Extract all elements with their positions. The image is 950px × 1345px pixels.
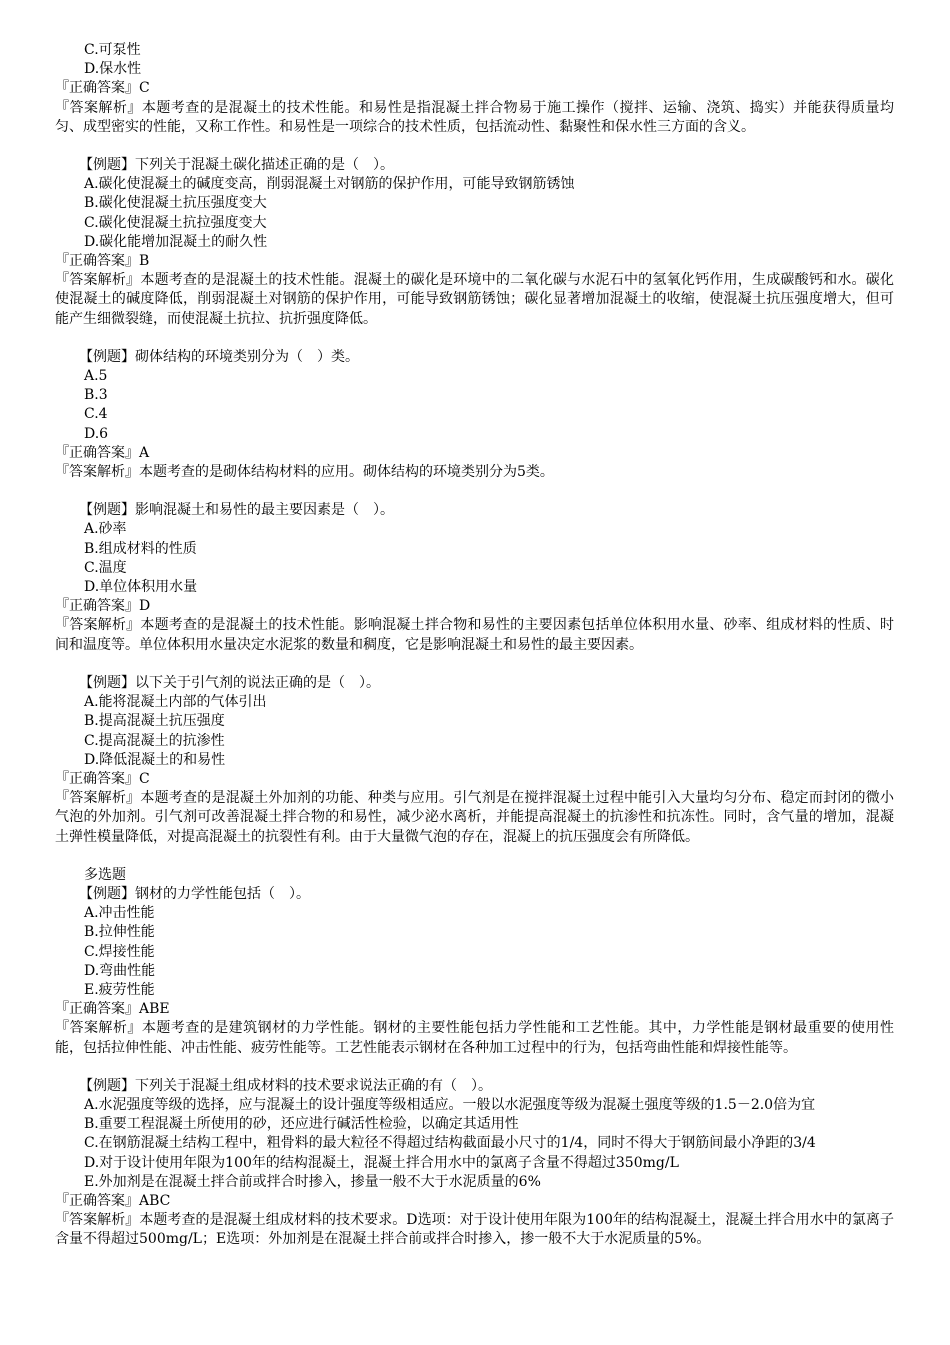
answer-option: A.水泥强度等级的选择，应与混凝土的设计强度等级相适应。一般以水泥强度等级为混凝土强度等级的1.5－2.0倍为宜: [84, 1096, 816, 1113]
answer-option: E.疲劳性能: [84, 981, 155, 998]
answer-explanation: 『答案解析』本题考查的是混凝土的技术性能。影响混凝土拌合物和易性的主要因素包括单位体积用水量、砂率、组成材料的性质、时间和温度等。单位体积用水量决定水泥浆的数量和稠度，它是影响混凝土和易性的最主要因素。: [55, 617, 894, 653]
paragraph-gap: [55, 847, 894, 866]
answer-explanation: 『答案解析』本题考查的是混凝土外加剂的功能、种类与应用。引气剂是在搅拌混凝土过程中能引入大量均匀分布、稳定而封闭的微小气泡的外加剂。引气剂可改善混凝土拌合物的和易性，减少泌水离析，并能提高混凝土的抗渗性和抗冻性。同时，含气量的增加，混凝土弹性模量降低，对提高混凝土的抗裂性有利。由于大量微气泡的存在，混凝上的抗压强度会有所降低。: [55, 790, 894, 845]
answer-option: C.碳化使混凝土抗拉强度变大: [84, 214, 267, 231]
answer-option: B.重要工程混凝土所使用的砂，还应进行碱活性检验，以确定其适用性: [84, 1116, 519, 1133]
answer-option: B.拉伸性能: [84, 924, 155, 941]
answer-option: D.单位体积用水量: [84, 579, 198, 596]
answer-option: E.外加剂是在混凝土拌合前或拌合时掺入，掺量一般不大于水泥质量的6%: [84, 1173, 541, 1190]
answer-option: C.4: [84, 406, 108, 423]
answer-explanation: 『答案解析』本题考查的是混凝土组成材料的技术要求。D选项：对于设计使用年限为100年的结构混凝土，混凝土拌合用水中的氯离子含量不得超过500mg/L；E选项：外加剂是在混凝土拌合前或拌合时掺入，掺一般不大于水泥质量的5%。: [55, 1212, 894, 1248]
question-stem: 【例题】砌体结构的环境类别分为（ ）类。: [79, 348, 359, 365]
answer-option: C.焊接性能: [84, 943, 155, 960]
answer-explanation: 『答案解析』本题考查的是混凝土的技术性能。和易性是指混凝土拌合物易于施工操作（搅拌、运输、浇筑、捣实）并能获得质量均匀、成型密实的性能，又称工作性。和易性是一项综合的技术性质，包括流动性、黏聚性和保水性三方面的含义。: [55, 99, 894, 135]
answer-explanation: 『答案解析』本题考查的是建筑钢材的力学性能。钢材的主要性能包括力学性能和工艺性能。其中，力学性能是钢材最重要的使用性能，包括拉伸性能、冲击性能、疲劳性能等。工艺性能表示钢材在各种加工过程中的行为，包括弯曲性能和焊接性能等。: [55, 1020, 894, 1056]
answer-explanation: 『答案解析』本题考查的是混凝土的技术性能。混凝土的碳化是环境中的二氧化碳与水泥石中的氢氧化钙作用，生成碳酸钙和水。碳化使混凝土的碱度降低，削弱混凝土对钢筋的保护作用，可能导致钢筋锈蚀；碳化显著增加混凝土的收缩，使混凝土抗压强度增大，但可能产生细微裂缝，而使混凝土抗拉、抗折强度降低。: [55, 272, 894, 327]
correct-answer: 『正确答案』C: [55, 770, 150, 787]
answer-option: B.碳化使混凝土抗压强度变大: [84, 195, 267, 212]
answer-option: A.冲击性能: [84, 905, 155, 922]
correct-answer: 『正确答案』ABE: [55, 1001, 170, 1018]
question-stem: 【例题】以下关于引气剂的说法正确的是（ ）。: [79, 674, 380, 691]
answer-option: C.可泵性: [84, 42, 141, 58]
correct-answer: 『正确答案』ABC: [55, 1192, 171, 1209]
correct-answer: 『正确答案』A: [55, 444, 150, 461]
answer-option: C.在钢筋混凝土结构工程中，粗骨料的最大粒径不得超过结构截面最小尺寸的1/4，同时不得大于钢筋间最小净距的3/4: [84, 1135, 816, 1152]
correct-answer: 『正确答案』D: [55, 598, 151, 615]
answer-option: A.能将混凝土内部的气体引出: [84, 694, 267, 711]
answer-option: A.碳化使混凝土的碱度变高，削弱混凝土对钢筋的保护作用，可能导致钢筋锈蚀: [84, 176, 575, 193]
section-heading: 多选题: [84, 866, 126, 883]
answer-option: D.保水性: [84, 61, 142, 78]
question-stem: 【例题】钢材的力学性能包括（ ）。: [79, 885, 310, 902]
question-stem: 【例题】影响混凝土和易性的最主要因素是（ ）。: [79, 502, 394, 519]
paragraph-gap: [55, 1058, 894, 1077]
answer-option: D.对于设计使用年限为100年的结构混凝土，混凝土拌合用水中的氯离子含量不得超过350mg/L: [84, 1154, 679, 1171]
answer-option: A.砂率: [84, 521, 127, 538]
paragraph-gap: [55, 482, 894, 501]
answer-explanation: 『答案解析』本题考查的是砌体结构材料的应用。砌体结构的环境类别分为5类。: [55, 464, 554, 481]
correct-answer: 『正确答案』C: [55, 80, 150, 97]
answer-option: B.提高混凝土抗压强度: [84, 713, 225, 730]
answer-option: D.弯曲性能: [84, 962, 156, 979]
answer-option: D.降低混凝土的和易性: [84, 751, 226, 768]
answer-option: A.5: [84, 368, 108, 385]
paragraph-gap: [55, 329, 894, 348]
paragraph-gap: [55, 655, 894, 674]
question-stem: 【例题】下列关于混凝土碳化描述正确的是（ ）。: [79, 157, 394, 174]
answer-option: D.碳化能增加混凝土的耐久性: [84, 233, 268, 250]
answer-option: C.提高混凝土的抗渗性: [84, 732, 225, 749]
paragraph-gap: [55, 137, 894, 156]
answer-option: B.组成材料的性质: [84, 540, 197, 557]
correct-answer: 『正确答案』B: [55, 253, 150, 270]
answer-option: C.温度: [84, 559, 127, 576]
answer-option: B.3: [84, 387, 108, 404]
answer-option: D.6: [84, 425, 109, 442]
question-stem: 【例题】下列关于混凝土组成材料的技术要求说法正确的有（ ）。: [79, 1077, 492, 1094]
